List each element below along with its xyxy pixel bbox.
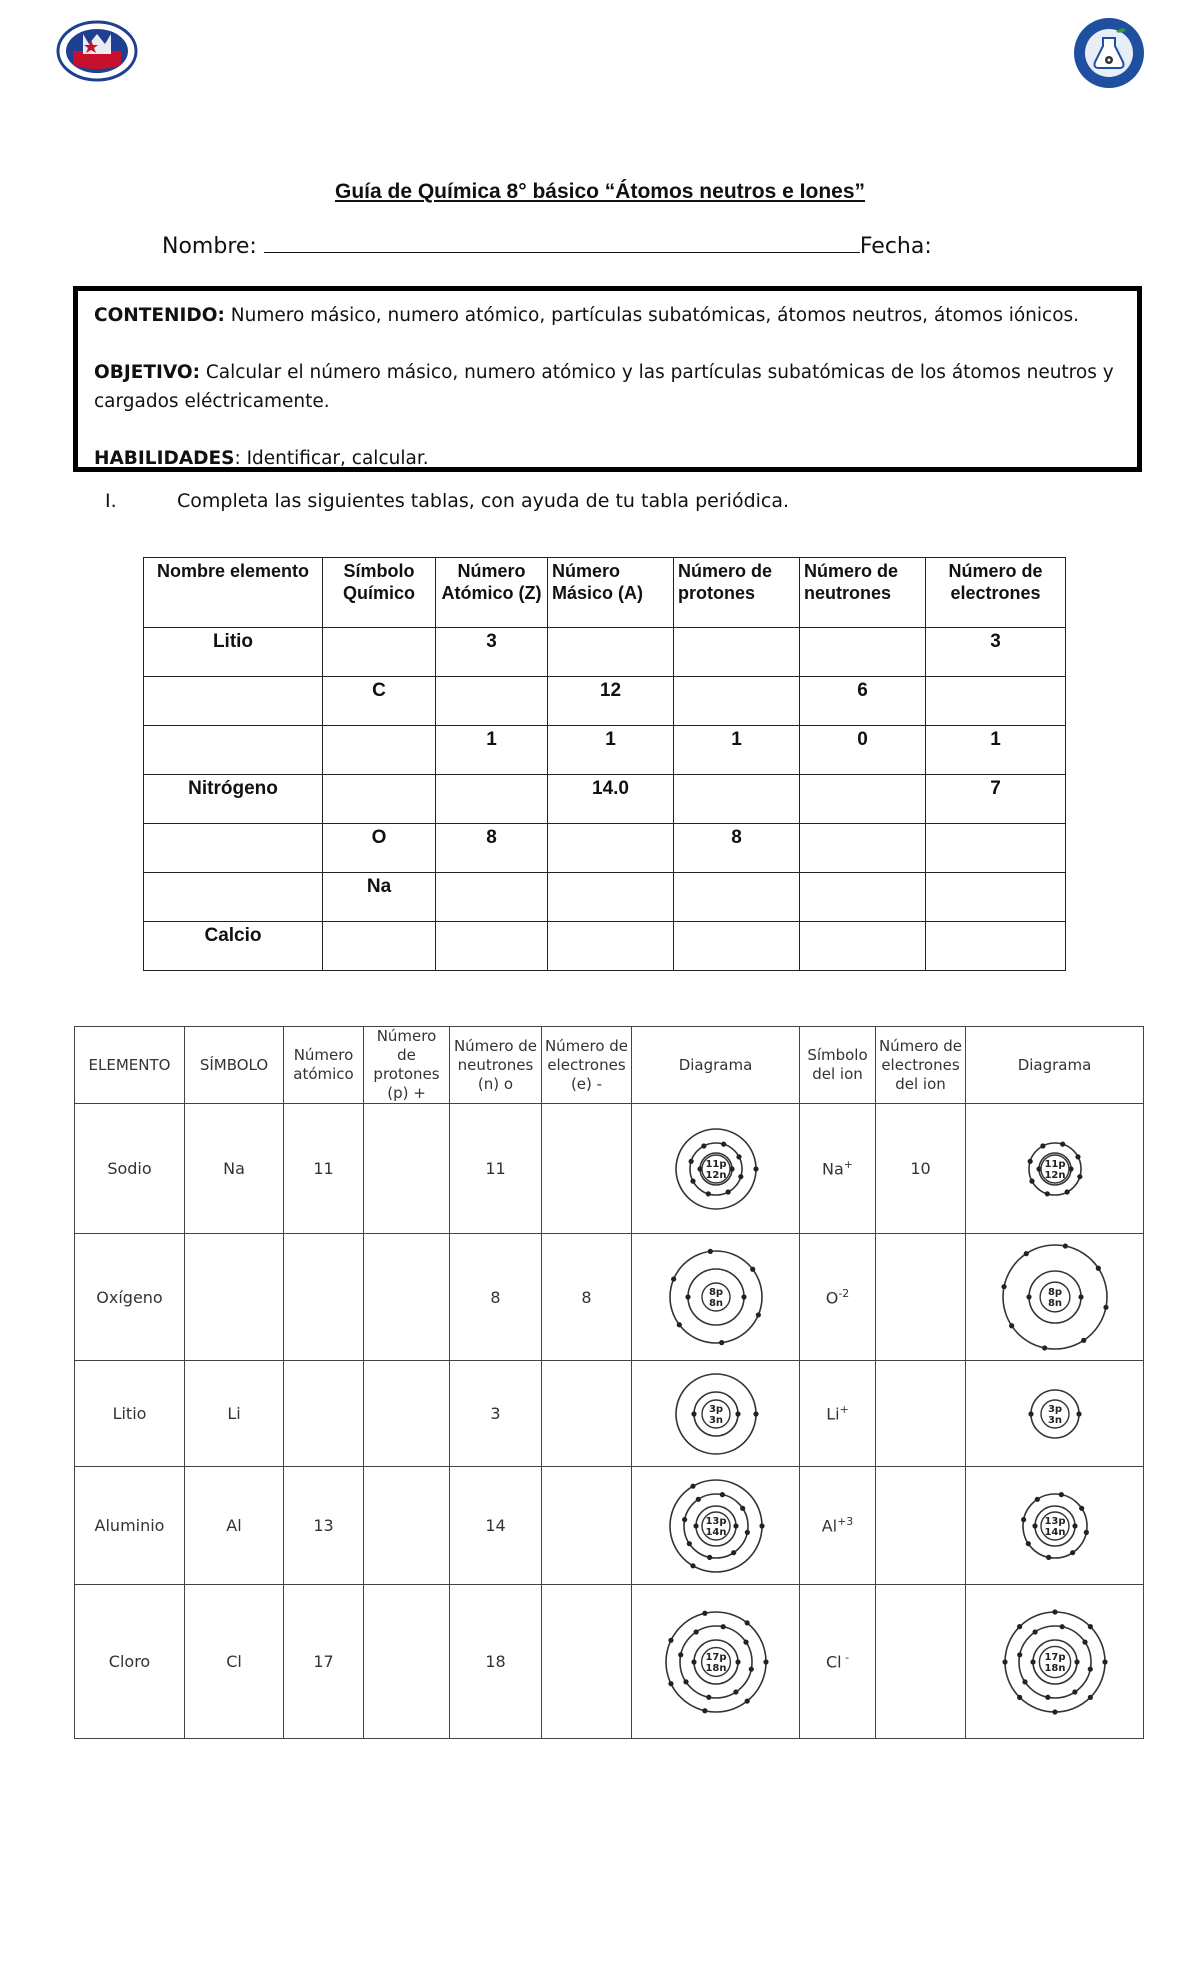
ion-symbol-cell (800, 1585, 876, 1739)
table-cell (548, 873, 674, 922)
electron-dot (690, 1178, 695, 1183)
table-cell (436, 775, 548, 824)
table-cell: Li (185, 1361, 284, 1467)
ion-charge: -2 (838, 1286, 850, 1300)
electron-dot (725, 1189, 730, 1194)
table-cell (144, 726, 323, 775)
electron-dot (693, 1629, 698, 1634)
nucleus-label: 8p (708, 1287, 723, 1298)
electron-dot (691, 1659, 696, 1664)
electron-dot (676, 1322, 681, 1327)
electron-dot (753, 1166, 758, 1171)
table-cell: 10 (876, 1104, 966, 1234)
electron-dot (671, 1276, 676, 1281)
table-cell: Al (185, 1467, 284, 1585)
electron-dot (1045, 1694, 1050, 1699)
table-cell (674, 873, 800, 922)
electron-dot (1052, 1609, 1057, 1614)
instruction-number: I. (105, 490, 117, 512)
table-cell (323, 775, 436, 824)
electron-dot (1079, 1505, 1084, 1510)
table-row (144, 922, 1066, 971)
electron-dot (707, 1249, 712, 1254)
diagram-cell (632, 1585, 800, 1739)
electron-dot (701, 1143, 706, 1148)
table-cell (284, 1234, 364, 1361)
habilidades-label: HABILIDADES (94, 448, 235, 469)
table-cell (364, 1104, 450, 1234)
electron-dot (1027, 1158, 1032, 1163)
electron-dot (1072, 1523, 1077, 1528)
electron-dot (1001, 1284, 1006, 1289)
date-label: Fecha: (859, 234, 932, 259)
table-cell (876, 1361, 966, 1467)
objetivo-text: Calcular el número másico, numero atómico y las partículas subatómicas de los átomos neutros y cargados eléctricamente. (94, 362, 1114, 412)
table-row (75, 1234, 1144, 1361)
nucleus-label: 8n (1047, 1298, 1062, 1309)
table-cell (926, 677, 1066, 726)
electron-dot (1046, 1554, 1051, 1559)
ion-symbol-cell (800, 1234, 876, 1361)
nucleus-label: 3n (1047, 1414, 1062, 1426)
table-cell (674, 922, 800, 971)
electron-dot (705, 1191, 710, 1196)
table-cell (548, 922, 674, 971)
electron-dot (755, 1312, 760, 1317)
table-cell (542, 1104, 632, 1234)
table-cell: Oxígeno (75, 1234, 185, 1361)
table-cell (144, 873, 323, 922)
electron-dot (668, 1681, 673, 1686)
table-cell (800, 775, 926, 824)
header-cell: Símbolo del ion (800, 1027, 876, 1104)
table-cell: 3 (436, 628, 548, 677)
table-cell (548, 824, 674, 873)
table-row (144, 726, 1066, 775)
atom-diagram (658, 1239, 774, 1355)
table-cell: Sodio (75, 1104, 185, 1234)
ion-charge: + (843, 1158, 853, 1172)
table-cell: 11 (284, 1104, 364, 1234)
table-cell (323, 628, 436, 677)
electron-dot (733, 1689, 738, 1694)
nucleus-label: 3p (1047, 1403, 1062, 1415)
electron-dot (1062, 1243, 1067, 1248)
table-cell (800, 922, 926, 971)
electron-dot (1028, 1411, 1033, 1416)
electron-dot (1040, 1143, 1045, 1148)
electron-dot (1087, 1694, 1092, 1699)
electron-dot (1021, 1517, 1026, 1522)
name-date-row (162, 230, 932, 259)
table-cell (800, 628, 926, 677)
table-cell: O (323, 824, 436, 873)
nucleus-label: 8n (708, 1298, 723, 1309)
table-cell: 8 (674, 824, 800, 873)
table-cell: Litio (144, 628, 323, 677)
table-cell: 0 (800, 726, 926, 775)
name-blank-line (264, 230, 860, 253)
table-cell: 18 (450, 1585, 542, 1739)
atom-diagram (993, 1235, 1117, 1359)
electron-dot (1059, 1624, 1064, 1629)
ions-table (74, 1026, 1144, 1739)
table-cell (364, 1361, 450, 1467)
ion-symbol: Al (821, 1516, 838, 1536)
table-cell: C (323, 677, 436, 726)
ion-symbol-cell (800, 1104, 876, 1234)
electron-dot (1029, 1178, 1034, 1183)
electron-dot (690, 1563, 695, 1568)
table-row (75, 1467, 1144, 1585)
table-cell: 12 (548, 677, 674, 726)
science-department-seal (1072, 16, 1146, 90)
header-cell: ELEMENTO (75, 1027, 185, 1104)
electron-dot (1087, 1666, 1092, 1671)
header-cell: Número de electrones (e) - (542, 1027, 632, 1104)
header-cell: Número de neutrones (800, 558, 926, 628)
electron-dot (1087, 1624, 1092, 1629)
electron-dot (695, 1496, 700, 1501)
electron-dot (744, 1529, 749, 1534)
electron-dot (1030, 1659, 1035, 1664)
table-cell (436, 922, 548, 971)
electron-dot (743, 1639, 748, 1644)
electron-dot (1095, 1266, 1100, 1271)
electron-dot (1102, 1659, 1107, 1664)
electron-dot (688, 1158, 693, 1163)
header-cell: Número de protones (p) + (364, 1027, 450, 1104)
nucleus-label: 17p (1043, 1651, 1066, 1663)
ion-charge: + (839, 1403, 849, 1417)
electron-dot (686, 1541, 691, 1546)
table-cell: Na (323, 873, 436, 922)
table-cell (876, 1234, 966, 1361)
electron-dot (1023, 1251, 1028, 1256)
electron-dot (1017, 1624, 1022, 1629)
electron-dot (1072, 1689, 1077, 1694)
atom-diagram (661, 1114, 771, 1224)
electron-dot (738, 1174, 743, 1179)
table-cell: Aluminio (75, 1467, 185, 1585)
electron-dot (763, 1659, 768, 1664)
table-row (144, 628, 1066, 677)
ion-diagram-cell (966, 1361, 1144, 1467)
electron-dot (1077, 1174, 1082, 1179)
atom-diagram (1005, 1476, 1105, 1576)
table-cell: 7 (926, 775, 1066, 824)
electron-dot (682, 1517, 687, 1522)
ion-diagram-cell (966, 1234, 1144, 1361)
table-cell (876, 1467, 966, 1585)
contenido-label: CONTENIDO: (94, 305, 225, 326)
header-cell: Diagrama (632, 1027, 800, 1104)
table-cell: 8 (542, 1234, 632, 1361)
electron-dot (1103, 1305, 1108, 1310)
electron-dot (1075, 1154, 1080, 1159)
electron-dot (1081, 1338, 1086, 1343)
header-cell: Número de protones (674, 558, 800, 628)
table-cell (144, 824, 323, 873)
electron-dot (1002, 1659, 1007, 1664)
table-row (144, 677, 1066, 726)
header-cell: SÍMBOLO (185, 1027, 284, 1104)
atom-diagram (990, 1597, 1120, 1727)
nucleus-label: 13p (1043, 1515, 1066, 1527)
nucleus-label: 3p (708, 1403, 723, 1415)
atom-diagram (1015, 1374, 1095, 1454)
nucleus-label: 17p (704, 1651, 727, 1663)
table-cell (926, 824, 1066, 873)
header-cell: Número atómico (284, 1027, 364, 1104)
table-cell (548, 628, 674, 677)
atom-diagram (1000, 1114, 1110, 1224)
electron-dot (719, 1340, 724, 1345)
electron-dot (733, 1523, 738, 1528)
electron-dot (744, 1620, 749, 1625)
table-cell: Calcio (144, 922, 323, 971)
table-cell: 17 (284, 1585, 364, 1739)
table-cell (926, 873, 1066, 922)
info-box (73, 286, 1142, 472)
electron-dot (1060, 1141, 1065, 1146)
electron-dot (1070, 1550, 1075, 1555)
nucleus-label: 11p (704, 1158, 727, 1170)
table-cell (185, 1234, 284, 1361)
electron-dot (1026, 1294, 1031, 1299)
ion-symbol: Cl (825, 1652, 842, 1672)
elements-table (143, 557, 1066, 971)
diagram-cell (632, 1361, 800, 1467)
table-cell (674, 775, 800, 824)
electron-dot (721, 1141, 726, 1146)
electron-dot (750, 1267, 755, 1272)
nucleus-label: 18n (1043, 1662, 1066, 1674)
objetivo-label: OBJETIVO: (94, 362, 200, 383)
elements-table-header (144, 558, 1066, 628)
electron-dot (690, 1483, 695, 1488)
nucleus-label: 8p (1047, 1287, 1062, 1298)
electron-dot (720, 1624, 725, 1629)
table-cell (144, 677, 323, 726)
electron-dot (1025, 1541, 1030, 1546)
electron-dot (735, 1659, 740, 1664)
ion-symbol: Li (826, 1404, 840, 1424)
electron-dot (1042, 1345, 1047, 1350)
table-cell (323, 922, 436, 971)
nucleus-label: 13p (704, 1515, 727, 1527)
table-cell: 14.0 (548, 775, 674, 824)
table-cell: 14 (450, 1467, 542, 1585)
table-cell: 1 (674, 726, 800, 775)
electron-dot (741, 1294, 746, 1299)
table-cell (926, 922, 1066, 971)
nucleus-label: 12n (704, 1169, 727, 1181)
table-cell: 13 (284, 1467, 364, 1585)
electron-dot (1032, 1629, 1037, 1634)
ion-symbol-cell (800, 1467, 876, 1585)
nucleus-label: 14n (1043, 1526, 1066, 1538)
diagram-cell (632, 1234, 800, 1361)
table-cell (674, 628, 800, 677)
electron-dot (706, 1694, 711, 1699)
table-cell: 1 (548, 726, 674, 775)
header-cell: Número de electrones (926, 558, 1066, 628)
electron-dot (685, 1294, 690, 1299)
electron-dot (1082, 1639, 1087, 1644)
electron-dot (1044, 1191, 1049, 1196)
electron-dot (1034, 1496, 1039, 1501)
nucleus-label: 14n (704, 1526, 727, 1538)
table-cell: 3 (450, 1361, 542, 1467)
electron-dot (1009, 1323, 1014, 1328)
electron-dot (748, 1666, 753, 1671)
electron-dot (736, 1154, 741, 1159)
contenido-paragraph (94, 301, 1121, 330)
table-cell (436, 677, 548, 726)
table-cell (674, 677, 800, 726)
nucleus-label: 18n (704, 1662, 727, 1674)
table-cell (800, 824, 926, 873)
table-cell: 6 (800, 677, 926, 726)
electron-dot (702, 1708, 707, 1713)
electron-dot (1058, 1492, 1063, 1497)
table-row (75, 1361, 1144, 1467)
diagram-cell (632, 1104, 800, 1234)
electron-dot (678, 1652, 683, 1657)
ion-charge: +3 (837, 1515, 854, 1529)
table-cell: 8 (436, 824, 548, 873)
electron-dot (707, 1554, 712, 1559)
table-cell: 1 (436, 726, 548, 775)
ion-diagram-cell (966, 1585, 1144, 1739)
electron-dot (731, 1550, 736, 1555)
nucleus-label: 11p (1043, 1158, 1066, 1170)
ion-symbol-cell (800, 1361, 876, 1467)
electron-dot (1017, 1694, 1022, 1699)
table-cell: Litio (75, 1361, 185, 1467)
ion-charge: - (841, 1651, 850, 1665)
table-cell: 8 (450, 1234, 542, 1361)
electron-dot (719, 1492, 724, 1497)
header-cell: Número de electrones del ion (876, 1027, 966, 1104)
electron-dot (1078, 1294, 1083, 1299)
table-cell (436, 873, 548, 922)
ion-symbol: Na (822, 1159, 844, 1179)
header-cell: Número de neutrones (n) o (450, 1027, 542, 1104)
objetivo-paragraph (94, 358, 1121, 416)
school-crest-logo (56, 20, 138, 82)
page-title: Guía de Química 8° básico “Átomos neutros e Iones” (334, 180, 866, 203)
electron-dot (1017, 1652, 1022, 1657)
table-row (144, 775, 1066, 824)
table-cell (364, 1585, 450, 1739)
electron-dot (683, 1679, 688, 1684)
electron-dot (759, 1523, 764, 1528)
electron-dot (1032, 1523, 1037, 1528)
nucleus-label: 12n (1043, 1169, 1066, 1181)
table-cell (284, 1361, 364, 1467)
table-row (144, 824, 1066, 873)
habilidades-paragraph (94, 444, 1121, 473)
atom-diagram (656, 1602, 776, 1722)
table-row (75, 1104, 1144, 1234)
ions-table-header (75, 1027, 1144, 1104)
table-cell: 3 (926, 628, 1066, 677)
ion-symbol: O (825, 1288, 839, 1308)
table-cell (876, 1585, 966, 1739)
atom-diagram (661, 1471, 771, 1581)
header-cell: Nombre elemento (144, 558, 323, 628)
table-cell: 1 (926, 726, 1066, 775)
name-label: Nombre: (162, 234, 257, 259)
table-row (75, 1585, 1144, 1739)
electron-dot (1076, 1411, 1081, 1416)
table-cell (542, 1467, 632, 1585)
electron-dot (744, 1698, 749, 1703)
table-cell: Cl (185, 1585, 284, 1739)
electron-dot (1064, 1189, 1069, 1194)
header-cell: Número Másico (A) (548, 558, 674, 628)
header-cell: Símbolo Químico (323, 558, 436, 628)
electron-dot (735, 1411, 740, 1416)
electron-dot (740, 1505, 745, 1510)
nucleus-label: 3n (708, 1414, 723, 1426)
electron-dot (1022, 1679, 1027, 1684)
table-cell (364, 1467, 450, 1585)
electron-dot (668, 1637, 673, 1642)
electron-dot (702, 1610, 707, 1615)
table-cell: 11 (450, 1104, 542, 1234)
electron-dot (1052, 1709, 1057, 1714)
ion-diagram-cell (966, 1467, 1144, 1585)
atom-diagram (666, 1364, 766, 1464)
electron-dot (693, 1523, 698, 1528)
table-cell: Na (185, 1104, 284, 1234)
diagram-cell (632, 1467, 800, 1585)
instruction-line (105, 490, 789, 512)
header-cell: Número Atómico (Z) (436, 558, 548, 628)
instruction-text: Completa las siguientes tablas, con ayuda de tu tabla periódica. (177, 490, 790, 512)
ion-diagram-cell (966, 1104, 1144, 1234)
table-cell (542, 1585, 632, 1739)
header-cell: Diagrama (966, 1027, 1144, 1104)
electron-dot (691, 1411, 696, 1416)
table-cell (364, 1234, 450, 1361)
table-cell (323, 726, 436, 775)
habilidades-text: : Identificar, calcular. (234, 448, 429, 469)
table-cell (800, 873, 926, 922)
table-row (144, 873, 1066, 922)
electron-dot (1083, 1529, 1088, 1534)
contenido-text: Numero másico, numero atómico, partículas subatómicas, átomos neutros, átomos iónicos. (224, 305, 1080, 326)
electron-dot (1074, 1659, 1079, 1664)
electron-dot (753, 1411, 758, 1416)
table-cell (542, 1361, 632, 1467)
table-cell: Nitrógeno (144, 775, 323, 824)
table-cell: Cloro (75, 1585, 185, 1739)
